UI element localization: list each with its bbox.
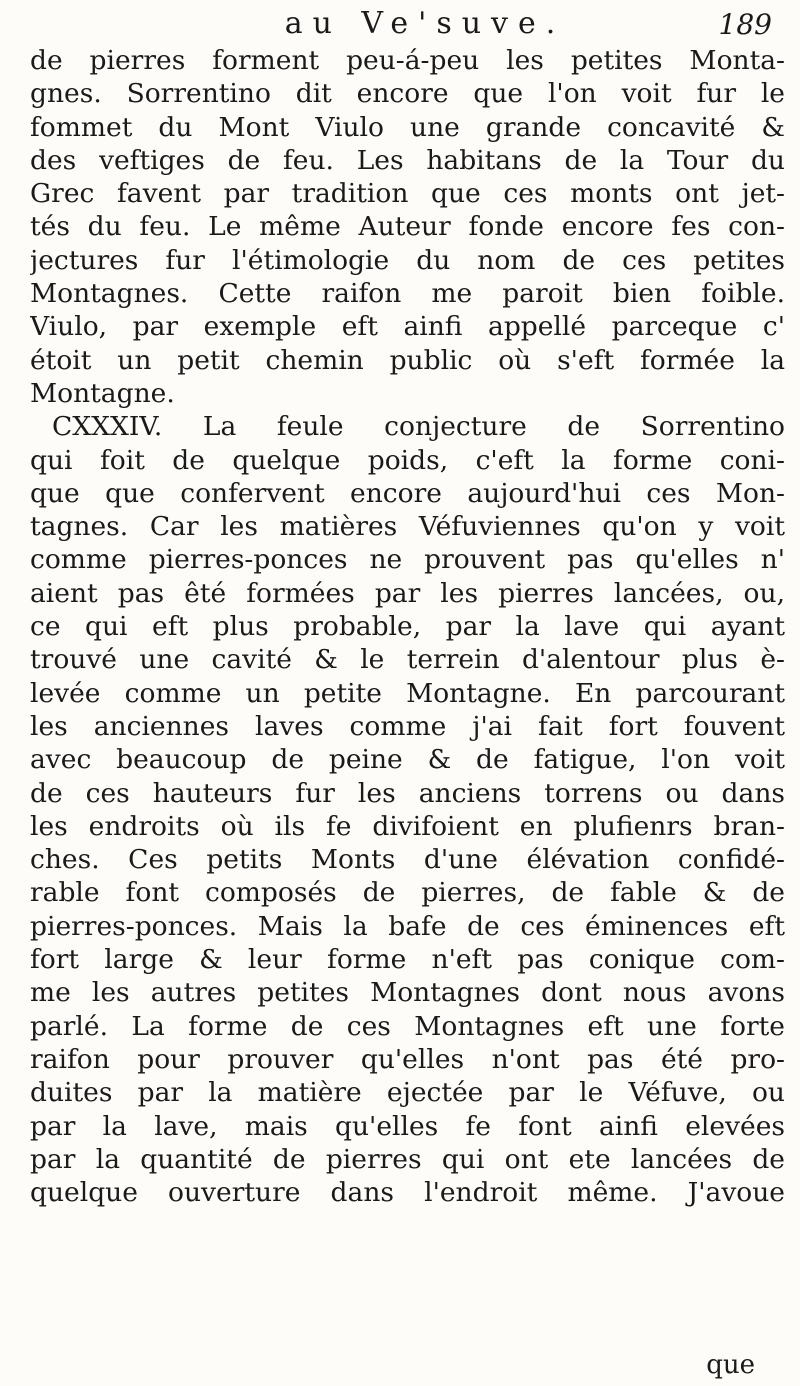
text-line: me les autres petites Montagnes dont nous avons [30,977,785,1009]
page-number: 189 [718,8,772,41]
text-line: étoit un petit chemin public où s'eft formée la [30,344,785,376]
text-line: jectures fur l'étimologie du nom de ces petites [30,244,785,276]
text-line: de pierres forment peu-á-peu les petites Monta- [30,45,785,76]
text-line: pierres-ponces. Mais la bafe de ces éminences eft [30,910,785,942]
text-line: par la lave, mais qu'elles fe font ainfi elevées [30,1110,785,1142]
text-line: rable font composés de pierres, de fable & de [30,877,785,909]
section-heading-line: CXXXIV. La feule conjecture de Sorrentino [52,411,785,443]
text-line: les endroits où ils fe divifoient en plufienrs bran- [30,810,785,842]
text-line: par la quantité de pierres qui ont ete lancées de [30,1143,785,1175]
text-line: gnes. Sorrentino dit encore que l'on voit fur le [30,78,785,110]
text-line: trouvé une cavité & le terrein d'alentour plus è- [30,644,785,676]
text-line: qui foit de quelque poids, c'eft la forme coni- [30,444,785,476]
text-line: tagnes. Car les matières Véfuviennes qu'on y voit [30,511,785,543]
text-line: Montagnes. Cette raifon me paroit bien foible. [30,278,785,310]
text-line: avec beaucoup de peine & de fatigue, l'on voit [30,744,785,776]
text-line: Montagne. [30,377,175,409]
page-header [30,6,780,46]
text-line: raifon pour prouver qu'elles n'ont pas été pro- [30,1043,785,1075]
text-line: les anciennes laves comme j'ai fait fort fouvent [30,710,785,742]
text-line: quelque ouverture dans l'endroit même. J'avoue [30,1177,785,1209]
text-line: des veftiges de feu. Les habitans de la Tour du [30,144,785,176]
text-line: aient pas êté formées par les pierres lancées, ou, [30,577,785,609]
running-head: au Ve'suve. [284,6,566,41]
text-line: duites par la matière ejectée par le Véfuve, ou [30,1077,785,1109]
text-line: ce qui eft plus probable, par la lave qui ayant [30,611,785,643]
catchword: que [706,1350,755,1380]
text-line: de ces hauteurs fur les anciens torrens ou dans [30,777,785,809]
text-line: Grec favent par tradition que ces monts ont jet- [30,178,785,210]
text-line: comme pierres-ponces ne prouvent pas qu'elles n' [30,544,785,576]
text-line: fommet du Mont Viulo une grande concavité & [30,111,785,143]
text-line: parlé. La forme de ces Montagnes eft une forte [30,1010,785,1042]
body-text [30,44,785,1209]
text-line: que que confervent encore aujourd'hui ces Mon- [30,477,785,509]
text-line: ches. Ces petits Monts d'une élévation confidé- [30,844,785,876]
text-line: levée comme un petite Montagne. En parcourant [30,677,785,709]
text-line: Viulo, par exemple eft ainfi appellé parceque c' [30,311,785,343]
text-line: fort large & leur forme n'eft pas conique com- [30,944,785,976]
text-line: tés du feu. Le même Auteur fonde encore fes con- [30,211,785,243]
